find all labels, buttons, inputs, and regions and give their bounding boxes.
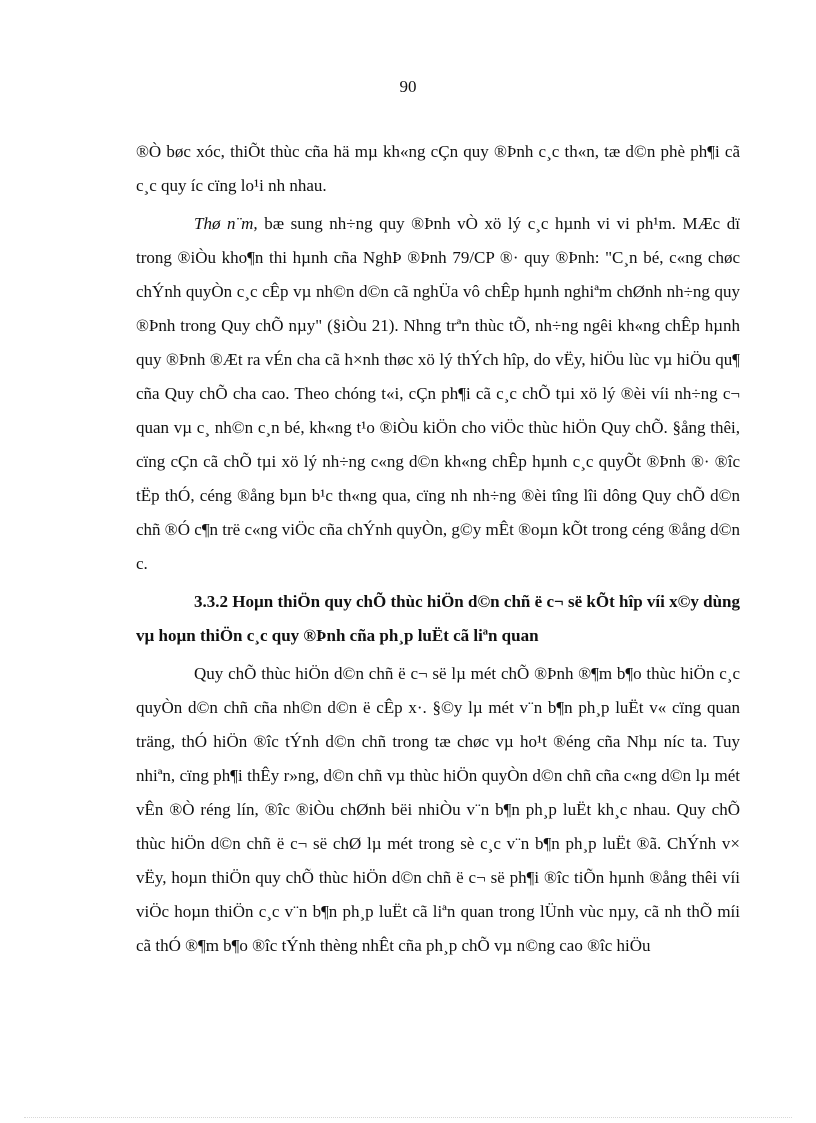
paragraph-lead-italic: Thø n¨m, bbox=[194, 214, 258, 233]
paragraph-continuation: ®Ò bøc xóc, thiÕt thùc cña hä mµ kh«ng cÇn quy ®Þnh c¸c th«n, tæ d©n phè ph¶i cã c¸c quy íc cïng lo¹i nh nhau. bbox=[136, 142, 740, 195]
section-heading-3-3-2: 3.3.2 Hoµn thiÖn quy chÕ thùc hiÖn d©n chñ ë c¬ së kÕt hîp víi x©y dùng vµ hoµn thiÖn c¸c quy ®Þnh cña ph¸p luËt cã liªn quan bbox=[136, 592, 740, 645]
paragraph-fifth-point bbox=[136, 207, 740, 581]
page-bottom-divider bbox=[24, 1117, 792, 1118]
paragraph-section-body: Quy chÕ thùc hiÖn d©n chñ ë c¬ së lµ mét chÕ ®Þnh ®¶m b¶o thùc hiÖn c¸c quyÒn d©n chñ cña nh©n d©n ë cÊp x·. §©y lµ mét v¨n b¶n ph¸p luËt v« cïng quan träng, thÓ hiÖn ®îc tÝnh d©n chñ trong tæ chøc vµ ho¹t ®éng cña Nhµ níc ta. Tuy nhiªn, cïng ph¶i thÊy r»ng, d©n chñ vµ thùc hiÖn quyÒn d©n chñ cña c«ng d©n lµ mét vÊn ®Ò réng lín, ®îc ®iÒu chØnh bëi nhiÒu v¨n b¶n ph¸p luËt kh¸c nhau. Quy chÕ thùc hiÖn d©n chñ ë c¬ së chØ lµ mét trong sè c¸c v¨n b¶n ph¸p luËt ®ã. ChÝnh v× vËy, hoµn thiÖn quy chÕ thùc hiÖn d©n chñ ë c¬ së ph¶i ®îc tiÕn hµnh ®ång thêi víi viÖc hoµn thiÖn c¸c v¨n b¶n ph¸p luËt cã liªn quan trong lÜnh vùc nµy, cã nh thÕ míi cã thÓ ®¶m b¶o ®îc tÝnh thèng nhÊt cña ph¸p chÕ vµ n©ng cao ®îc hiÖu bbox=[136, 664, 740, 955]
page-number: 90 bbox=[399, 77, 417, 96]
paragraph-body: bæ sung nh÷ng quy ®Þnh vÒ xö lý c¸c hµnh vi vi ph¹m. MÆc dï trong ®iÒu kho¶n thi hµnh cña NghÞ ®Þnh 79/CP ®· quy ®Þnh: "C¸n bé, c«ng chøc chÝnh quyÒn c¸c cÊp vµ nh©n d©n cã nghÜa vô chÊp hµnh nghiªm chØnh nh÷ng quy ®Þnh trong Quy chÕ nµy" (§iÒu 21). Nhng trªn thùc tÕ, nh÷ng ngêi kh«ng chÊp hµnh quy ®Þnh ®Æt ra vÉn cha cã h×nh thøc xö lý thÝch hîp, do vËy, hiÖu lùc vµ hiÖu qu¶ cña Quy chÕ cha cao. Theo chóng t«i, cÇn ph¶i cã c¸c chÕ tµi xö lý ®èi víi nh÷ng c¬ quan vµ c¸ nh©n c¸n bé, kh«ng t¹o ®iÒu kiÖn cho viÖc thùc hiÖn Quy chÕ. §ång thêi, cïng cÇn cã chÕ tµi xö lý nh÷ng c«ng d©n kh«ng chÊp hµnh c¸c quyÕt ®Þnh ®· ®îc tËp thÓ, céng ®ång bµn b¹c th«ng qua, cïng nh nh÷ng ®èi tîng lîi dông Quy chÕ d©n chñ ®Ó c¶n trë c«ng viÖc cña chÝnh quyÒn, g©y mÊt ®oµn kÕt trong céng ®ång d©n c. bbox=[136, 214, 740, 573]
page-body bbox=[136, 135, 740, 963]
